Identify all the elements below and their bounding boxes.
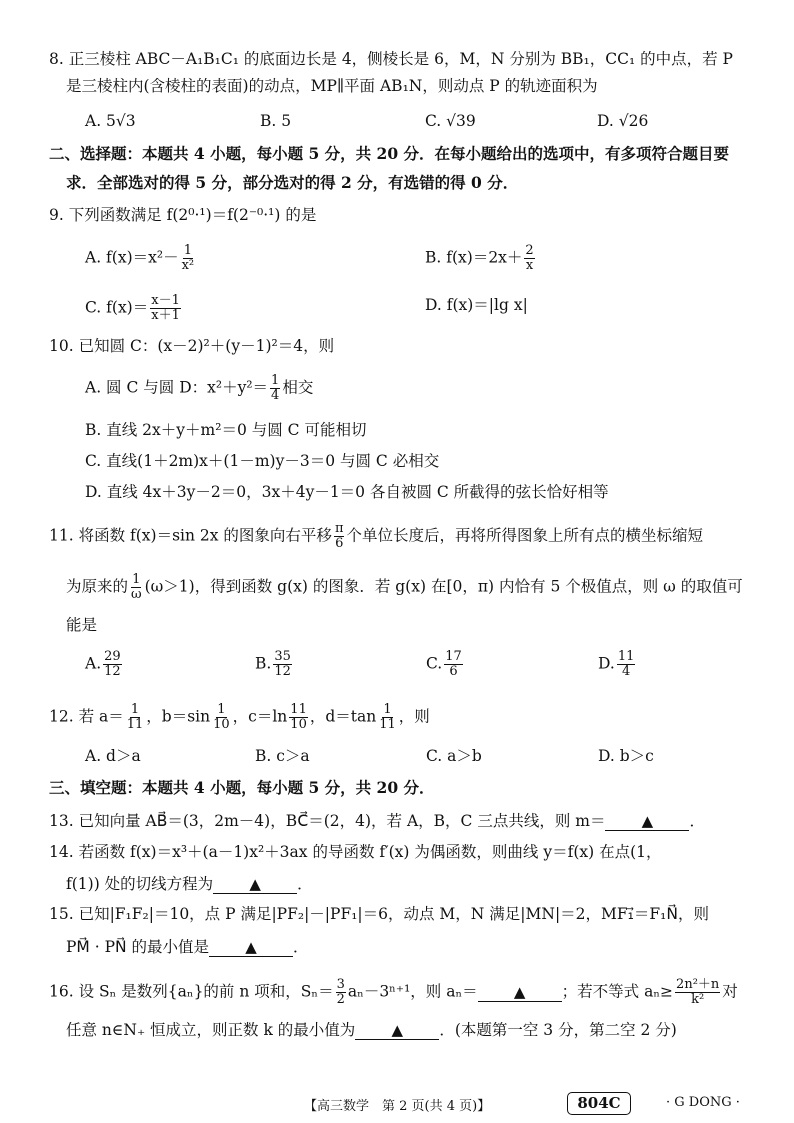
q11-line3: 能是 (66, 616, 98, 634)
q11-option-c: C. $\frac{17}{6}$ (426, 649, 462, 679)
fraction: $\frac{2}{x}$ (525, 243, 534, 273)
q9-option-b: B. f(x)＝2x＋ $\frac{2}{x}$ (425, 243, 534, 273)
fraction: $\frac{11}{10}$ (290, 702, 307, 732)
answer-blank: ▲ (213, 875, 297, 894)
q16-line2: 任意 n∈N₊ 恒成立，则正数 k 的最小值为 ▲ ．(本题第一空 3 分，第二空 2 分) (66, 1021, 677, 1039)
q11-option-b: B. $\frac{35}{12}$ (255, 649, 291, 679)
fraction: $\frac{1}{10}$ (213, 702, 230, 732)
q8-line2: 是三棱柱内(含棱柱的表面)的动点，MP∥平面 AB₁N，则动点 P 的轨迹面积为 (66, 77, 598, 95)
q10-option-b: B. 直线 2x＋y＋m²＝0 与圆 C 可能相切 (85, 421, 367, 439)
q9-option-d: D. f(x)＝|lg x| (425, 296, 528, 314)
q10-option-a: A. 圆 C 与圆 D：x²＋y²＝ $\frac{1}{4}$ 相交 (85, 373, 314, 403)
answer-blank: ▲ (605, 812, 689, 831)
q16-line1: 16. 设 Sₙ 是数列{aₙ}的前 n 项和，Sₙ＝ $\frac{3}{2}$ aₙ－3ⁿ⁺¹，则 aₙ＝ ▲ ；若不等式 aₙ≥ $\frac{\text{2n²＋n}}{\text{k²}}$ 对 (49, 977, 738, 1007)
q11-line2: 为原来的 $\frac{1}{\omega}$ (ω＞1)，得到函数 g(x) 的图象．若 g(x) 在[0，π) 内恰有 5 个极值点，则 ω 的取值可 (66, 572, 743, 602)
q13-stem: 13. 已知向量 AB⃗＝(3，2m－4)，BC⃗＝(2，4)，若 A，B，C 三点共线，则 m＝ ▲ ． (49, 812, 705, 830)
page-footer (0, 1091, 794, 1117)
fraction: $\frac{11}{4}$ (617, 649, 635, 679)
q12-option-a: A. d＞a (85, 747, 141, 765)
q15-line2: PM⃗ · PN⃗ 的最小值是 ▲ ． (66, 938, 309, 956)
q9-option-a: A. f(x)＝x²－ $\frac{1}{\text{x²}}$ (85, 243, 195, 273)
q14-line1: 14. 若函数 f(x)＝x³＋(a－1)x²＋3ax 的导函数 f′(x) 为偶函数，则曲线 y＝f(x) 在点(1， (49, 843, 662, 861)
fraction: $\frac{35}{12}$ (274, 649, 291, 679)
q8-option-b: B. 5 (260, 112, 292, 130)
q10-stem: 10. 已知圆 C：(x－2)²＋(y－1)²＝4，则 (49, 337, 335, 355)
footer-page-info: 【高三数学 第 2 页(共 4 页)】 (304, 1099, 491, 1114)
fraction: $\frac{1}{4}$ (271, 373, 280, 403)
fraction: $\frac{17}{6}$ (445, 649, 462, 679)
section2-heading-line2: 求．全部选对的得 5 分，部分选对的得 2 分，有选错的得 0 分． (66, 173, 519, 192)
q12-option-d: D. b＞c (598, 747, 654, 765)
q11-option-d: D. $\frac{11}{4}$ (598, 649, 635, 679)
q12-option-b: B. c＞a (255, 747, 310, 765)
fraction: $\frac{\pi}{6}$ (334, 521, 344, 551)
q9-stem: 9. 下列函数满足 f(2⁰·¹)＝f(2⁻⁰·¹) 的是 (49, 206, 317, 224)
q11-option-a: A. $\frac{29}{12}$ (85, 649, 121, 679)
section3-heading: 三、填空题：本题共 4 小题，每小题 5 分，共 20 分． (49, 778, 435, 797)
exam-code-badge: 804C (567, 1092, 631, 1115)
answer-blank: ▲ (209, 938, 293, 957)
fraction: $\frac{\text{2n²＋n}}{\text{k²}}$ (676, 977, 720, 1007)
fraction: $\frac{1}{\text{x²}}$ (181, 243, 195, 273)
q8-option-d: D. √26 (597, 112, 649, 130)
q11-line1: 11. 将函数 f(x)＝sin 2x 的图象向右平移 $\frac{\pi}{6}$ 个单位长度后，再将所得图象上所有点的横坐标缩短 (49, 521, 703, 551)
q8-line1: 8. 正三棱柱 ABC－A₁B₁C₁ 的底面边长是 4，侧棱长是 6，M，N 分别为 BB₁，CC₁ 的中点，若 P (49, 50, 733, 68)
q9-option-c: C. f(x)＝ $\frac{x-1}{x+1}$ (85, 293, 180, 323)
q12-stem: 12. 若 a＝ $\frac{1}{11}$ ，b＝sin $\frac{1}{10}$ ，c＝ln $\frac{11}{10}$ ，d＝tan $\frac{1}{11}$ ，则 (49, 702, 430, 732)
q15-line1: 15. 已知|F₁F₂|＝10，点 P 满足|PF₂|－|PF₁|＝6，动点 M，N 满足|MN|＝2，MF₁⃗＝F₁N⃗，则 (49, 905, 709, 923)
fraction: $\frac{29}{12}$ (104, 649, 121, 679)
q14-line2: f(1)) 处的切线方程为 ▲ ． (66, 875, 313, 893)
fraction: $\frac{1}{11}$ (126, 702, 144, 732)
answer-blank: ▲ (478, 983, 562, 1002)
fraction: $\frac{x-1}{x+1}$ (151, 293, 180, 323)
q10-option-c: C. 直线(1＋2m)x＋(1－m)y－3＝0 与圆 C 必相交 (85, 452, 440, 470)
q12-option-c: C. a＞b (426, 747, 482, 765)
answer-blank: ▲ (355, 1021, 439, 1040)
q8-option-c: C. √39 (425, 112, 476, 130)
fraction: $\frac{1}{\omega}$ (131, 572, 142, 602)
fraction: $\frac{3}{2}$ (336, 977, 345, 1007)
section2-heading-line1: 二、选择题：本题共 4 小题，每小题 5 分，共 20 分．在每小题给出的选项中，有多项符合题目要 (49, 144, 730, 163)
q10-option-d: D. 直线 4x＋3y－2＝0，3x＋4y－1＝0 各自被圆 C 所截得的弦长恰好相等 (85, 483, 609, 501)
brand-mark: · G DONG · (666, 1095, 740, 1110)
q8-option-a: A. 5√3 (85, 112, 136, 130)
fraction: $\frac{1}{11}$ (379, 702, 396, 732)
